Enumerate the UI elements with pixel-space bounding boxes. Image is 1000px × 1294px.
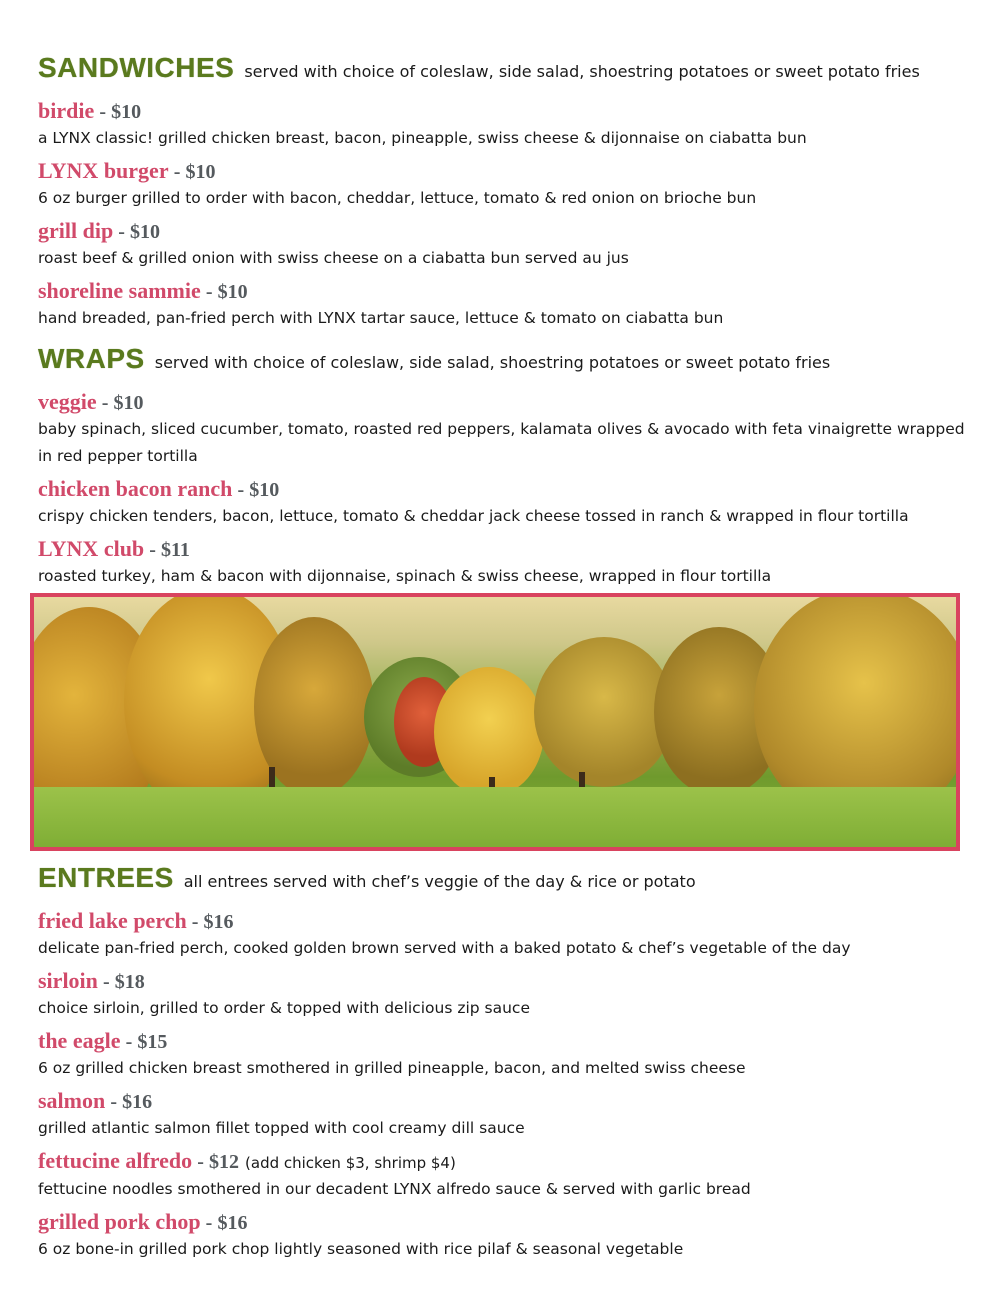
menu-item [38,968,970,1022]
item-price: $16 [217,1212,248,1234]
item-name: salmon [38,1088,106,1113]
item-price: $10 [249,479,280,501]
item-name: fried lake perch [38,908,187,933]
item-description: choice sirloin, grilled to order & topped with delicious zip sauce [38,999,530,1017]
section-header [38,52,970,92]
item-separator: - [101,392,109,414]
item-name: sirloin [38,968,98,993]
menu-item [38,278,970,332]
item-description: 6 oz grilled chicken breast smothered in grilled pineapple, bacon, and melted swiss cheese [38,1059,746,1077]
section-title: WRAPS [38,343,145,374]
item-price: $12 [209,1151,240,1173]
section-subtitle: served with choice of coleslaw, side salad, shoestring potatoes or sweet potato fries [154,353,831,372]
item-name: grill dip [38,218,114,243]
item-separator: - [99,101,106,123]
item-separator: - [118,221,125,243]
item-separator: - [191,911,199,933]
menu-item [38,476,970,530]
item-separator: - [205,281,213,303]
item-description: roasted turkey, ham & bacon with dijonnaise, spinach & swiss cheese, wrapped in flour tortilla [38,567,772,585]
item-name: fettucine alfredo [38,1148,193,1173]
item-price: $10 [113,392,144,414]
item-description: 6 oz burger grilled to order with bacon, cheddar, lettuce, tomato & red onion on brioche bun [38,189,757,207]
menu-item [38,389,970,470]
item-price: $16 [203,911,234,933]
item-separator: - [125,1031,133,1053]
item-separator: - [197,1151,204,1173]
item-separator: - [103,971,110,993]
item-description: baby spinach, sliced cucumber, tomato, roasted red peppers, kalamata olives & avocado with feta vinaigrette wrapped in red pepper tortilla [38,420,965,465]
item-name: birdie [38,98,95,123]
item-description: hand breaded, pan-fried perch with LYNX tartar sauce, lettuce & tomato on ciabatta bun [38,309,724,327]
item-name: shoreline sammie [38,278,201,303]
section-header [38,862,970,902]
item-separator: - [110,1091,118,1113]
item-price: $11 [161,539,190,561]
item-description: roast beef & grilled onion with swiss cheese on a ciabatta bun served au jus [38,249,629,267]
item-description: crispy chicken tenders, bacon, lettuce, tomato & cheddar jack cheese tossed in ranch & wrapped in flour tortilla [38,507,909,525]
menu-item [38,536,970,590]
item-separator: - [173,161,181,183]
item-price: $10 [217,281,248,303]
item-separator: - [205,1212,213,1234]
menu-item [38,908,970,962]
item-description: 6 oz bone-in grilled pork chop lightly seasoned with rice pilaf & seasonal vegetable [38,1240,684,1258]
item-name: grilled pork chop [38,1209,201,1234]
item-name: the eagle [38,1028,121,1053]
section-sandwiches [38,52,970,332]
fairway [34,787,956,847]
autumn-landscape-image [30,593,960,851]
item-price: $18 [114,971,145,993]
section-subtitle: served with choice of coleslaw, side salad, shoestring potatoes or sweet potato fries [244,62,920,81]
item-name: LYNX burger [38,158,169,183]
section-title: SANDWICHES [38,52,235,83]
item-separator: - [149,539,156,561]
item-description: grilled atlantic salmon fillet topped with cool creamy dill sauce [38,1119,525,1137]
item-description: delicate pan-fried perch, cooked golden brown served with a baked potato & chef’s vegetable of the day [38,939,851,957]
item-separator: - [237,479,245,501]
menu-item [38,1088,970,1142]
section-header [38,343,970,383]
item-price: $15 [137,1031,168,1053]
menu-item [38,1148,970,1203]
section-entrees [38,862,970,1263]
tree [534,637,674,787]
item-price: $10 [130,221,161,243]
item-price: $16 [122,1091,153,1113]
menu-item [38,98,970,152]
menu-item [38,218,970,272]
section-subtitle: all entrees served with chef’s veggie of the day & rice or potato [183,872,696,891]
section-title: ENTREES [38,862,174,893]
item-description: fettucine noodles smothered in our decadent LYNX alfredo sauce & served with garlic bread [38,1180,751,1198]
item-name: veggie [38,389,97,414]
item-name: LYNX club [38,536,145,561]
item-description: a LYNX classic! grilled chicken breast, bacon, pineapple, swiss cheese & dijonnaise on ciabatta bun [38,129,807,147]
menu-item [38,1209,970,1263]
item-name: chicken bacon ranch [38,476,233,501]
menu-item [38,1028,970,1082]
item-addon-note: (add chicken $3, shrimp $4) [245,1154,456,1172]
item-price: $10 [185,161,216,183]
item-price: $10 [111,101,142,123]
menu-item [38,158,970,212]
section-wraps [38,343,970,590]
